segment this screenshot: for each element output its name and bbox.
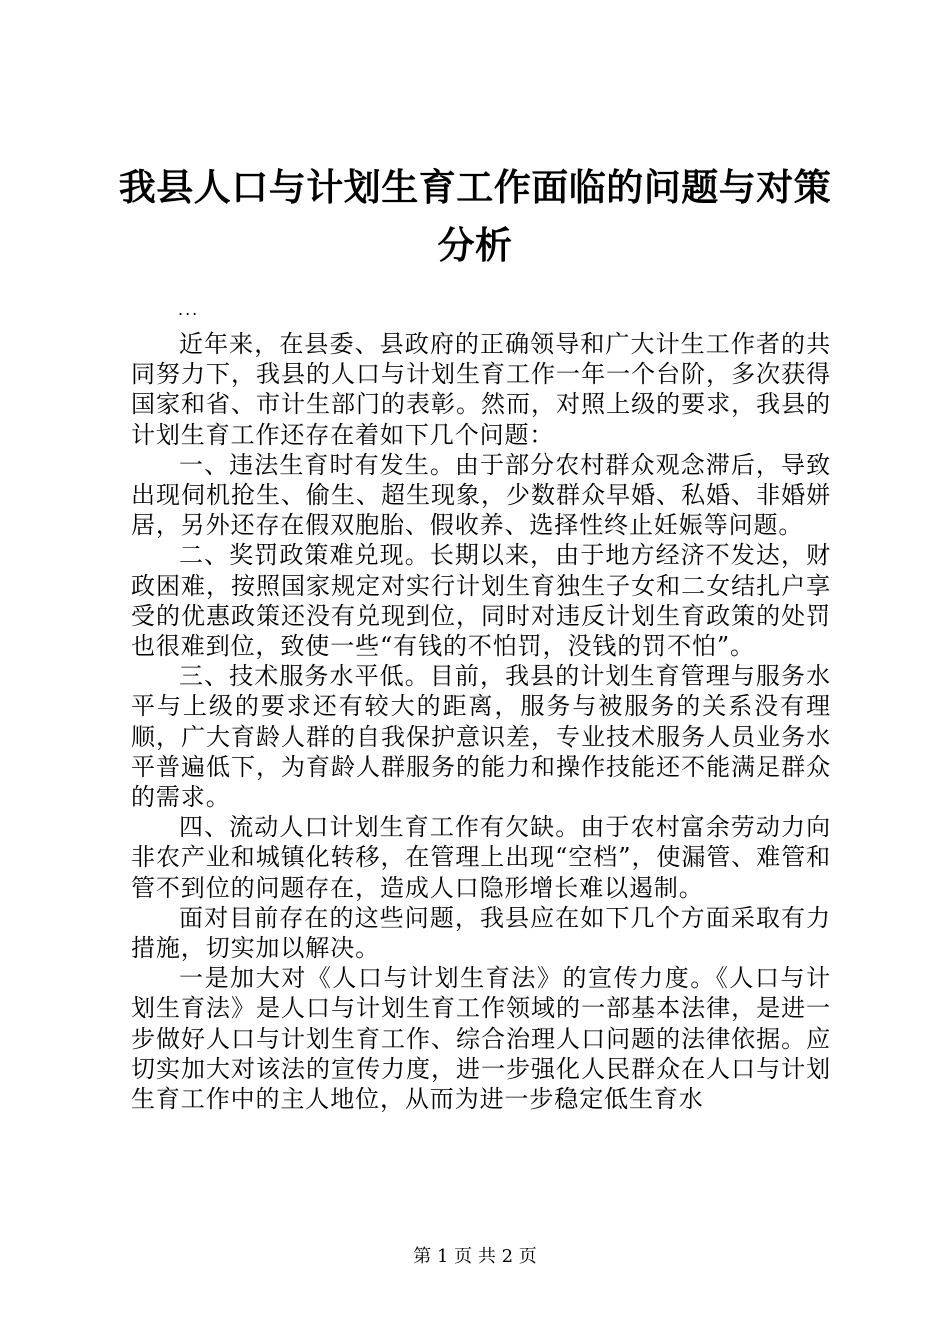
paragraph-problem-1: 一、违法生育时有发生。由于部分农村群众观念滞后，导致出现伺机抢生、偷生、超生现象，少数群众早婚、私婚、非婚姘居，另外还存在假双胞胎、假收养、选择性终止妊娠等问题。 bbox=[131, 450, 831, 540]
paragraph-problem-4: 四、流动人口计划生育工作有欠缺。由于农村富余劳动力向非农产业和城镇化转移，在管理上出现“空档”，使漏管、难管和管不到位的问题存在，造成人口隐形增长难以遏制。 bbox=[131, 813, 831, 902]
paragraph-intro: 近年来，在县委、县政府的正确领导和广大计生工作者的共同努力下，我县的人口与计划生育工作一年一个台阶，多次获得国家和省、市计生部门的表彰。然而，对照上级的要求，我县的计划生育工作还存在着如下几个问题： bbox=[131, 330, 831, 449]
paragraph-problem-3: 三、技术服务水平低。目前，我县的计划生育管理与服务水平与上级的要求还有较大的距离，服务与被服务的关系没有理顺，广大育龄人群的自我保护意识差，专业技术服务人员业务水平普遍低下，为育龄人群服务的能力和操作技能还不能满足群众的需求。 bbox=[131, 662, 831, 812]
document-body bbox=[131, 329, 831, 1114]
page-footer: 第 1 页 共 2 页 bbox=[413, 1246, 537, 1267]
paragraph-measure-1: 一是加大对《人口与计划生育法》的宣传力度。《人口与计划生育法》是人口与计划生育工作领域的一部基本法律，是进一步做好人口与计划生育工作、综合治理人口问题的法律依据。应切实加大对该法的宣传力度，进一步强化人民群众在人口与计划生育工作中的主人地位，从而为进一步稳定低生育水 bbox=[131, 964, 831, 1114]
ellipsis-marker: ... bbox=[178, 300, 200, 319]
paragraph-measures-intro: 面对目前存在的这些问题，我县应在如下几个方面采取有力措施，切实加以解决。 bbox=[131, 903, 831, 963]
paragraph-problem-2: 二、奖罚政策难兑现。长期以来，由于地方经济不发达，财政困难，按照国家规定对实行计划生育独生子女和二女结扎户享受的优惠政策还没有兑现到位，同时对违反计划生育政策的处罚也很难到位，致使一些“有钱的不怕罚，没钱的罚不怕”。 bbox=[131, 541, 831, 661]
document-title: 我县人口与计划生育工作面临的问题与对策分析 bbox=[118, 165, 832, 267]
